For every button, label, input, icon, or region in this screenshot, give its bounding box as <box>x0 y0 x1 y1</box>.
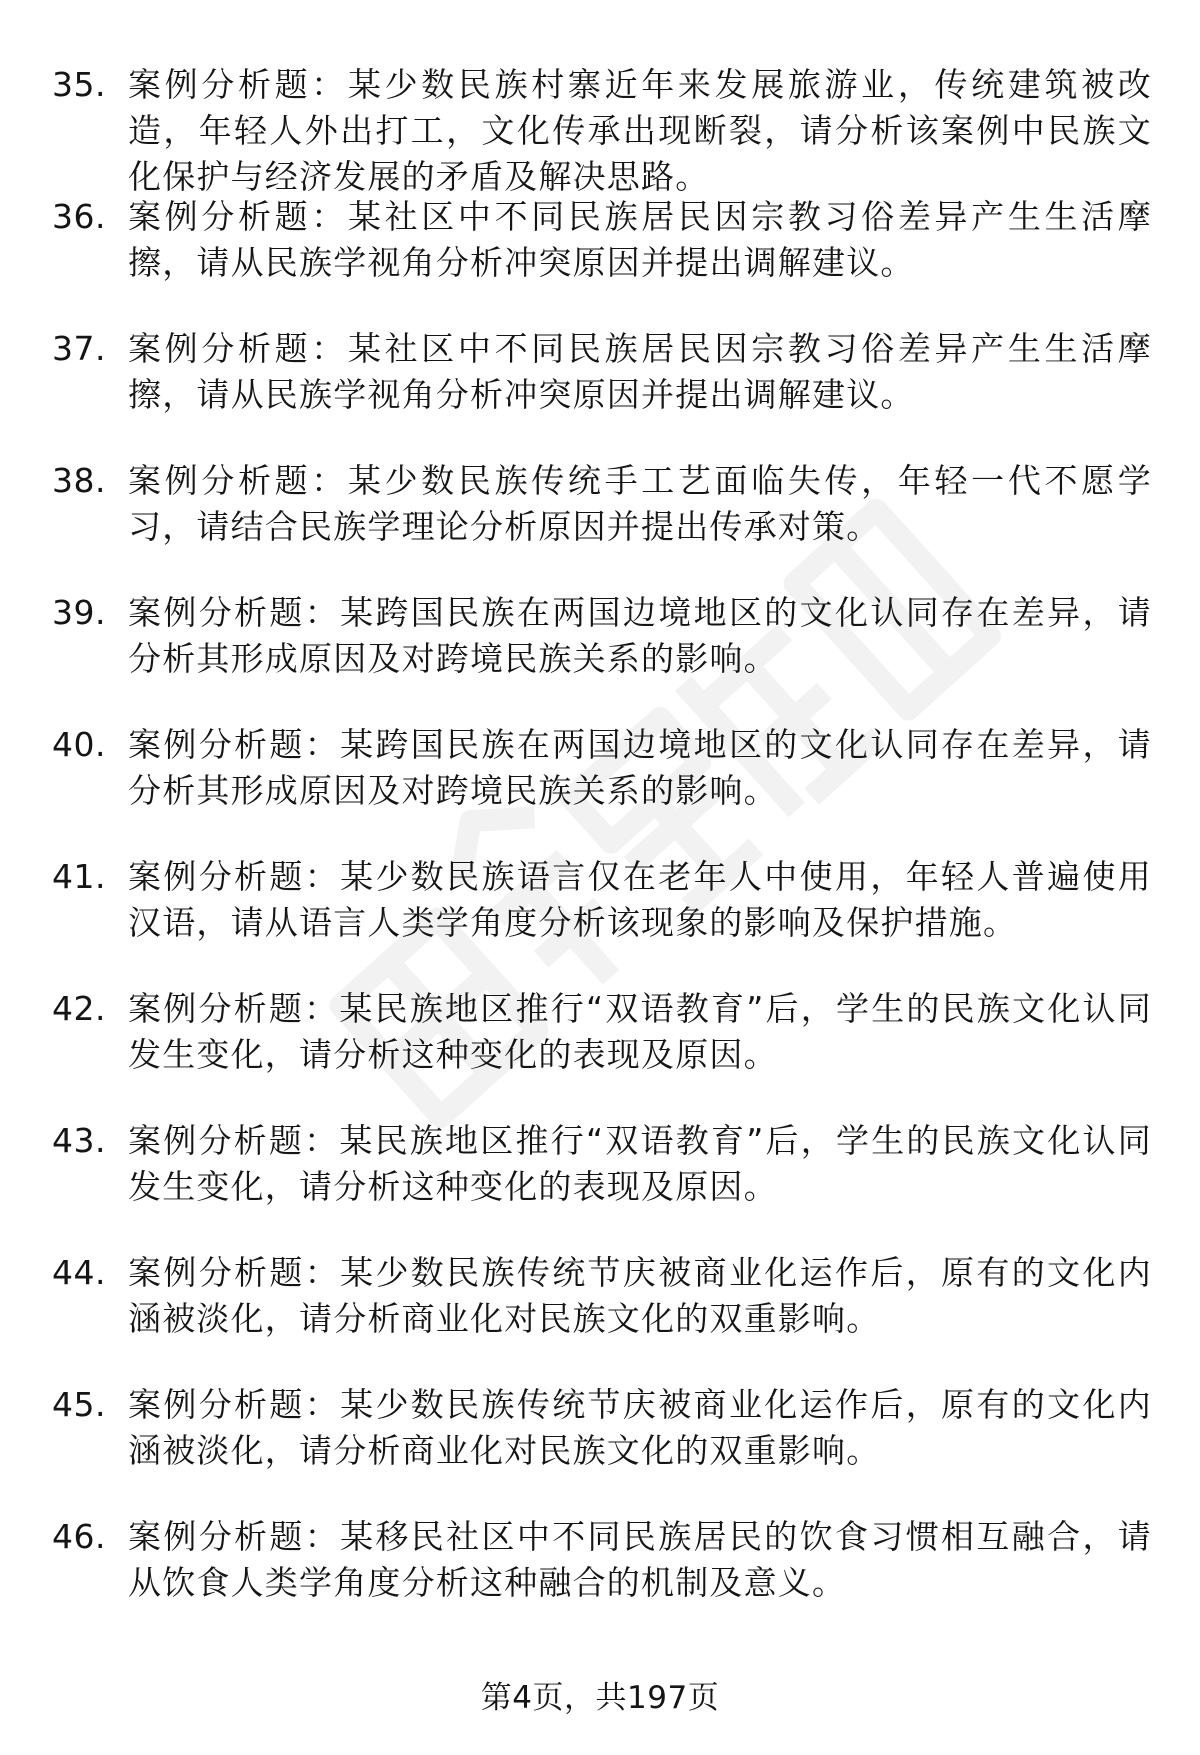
question-text: 案例分析题：某少数民族传统节庆被商业化运作后，原有的文化内涵被淡化，请分析商业化对民族文化的双重影响。 <box>128 1385 1152 1470</box>
question-number: 45. <box>52 1385 106 1424</box>
question-number: 43. <box>52 1121 106 1160</box>
question-number: 39. <box>52 593 106 632</box>
question-number: 37. <box>52 329 106 368</box>
question-item <box>52 1250 1152 1382</box>
question-number: 36. <box>52 197 106 236</box>
question-text: 案例分析题：某移民社区中不同民族居民的饮食习惯相互融合，请从饮食人类学角度分析这种融合的机制及意义。 <box>128 1517 1152 1602</box>
question-item <box>52 590 1152 722</box>
question-item <box>52 326 1152 458</box>
question-item <box>52 194 1152 326</box>
question-text: 案例分析题：某社区中不同民族居民因宗教习俗差异产生生活摩擦，请从民族学视角分析冲突原因并提出调解建议。 <box>128 197 1152 282</box>
question-item <box>52 458 1152 590</box>
question-number: 46. <box>52 1517 106 1556</box>
question-number: 40. <box>52 725 106 764</box>
question-number: 35. <box>52 65 106 104</box>
page-number: 第4页，共197页 <box>480 1680 720 1716</box>
question-number: 41. <box>52 857 106 896</box>
question-item <box>52 722 1152 854</box>
question-text: 案例分析题：某少数民族传统节庆被商业化运作后，原有的文化内涵被淡化，请分析商业化对民族文化的双重影响。 <box>128 1253 1152 1338</box>
question-list <box>52 62 1152 1646</box>
question-item <box>52 854 1152 986</box>
question-item <box>52 1382 1152 1514</box>
question-item <box>52 1514 1152 1646</box>
question-text: 案例分析题：某社区中不同民族居民因宗教习俗差异产生生活摩擦，请从民族学视角分析冲突原因并提出调解建议。 <box>128 329 1152 414</box>
question-text: 案例分析题：某少数民族语言仅在老年人中使用，年轻人普遍使用汉语，请从语言人类学角度分析该现象的影响及保护措施。 <box>128 857 1152 942</box>
question-text: 案例分析题：某跨国民族在两国边境地区的文化认同存在差异，请分析其形成原因及对跨境民族关系的影响。 <box>128 725 1152 810</box>
question-item <box>52 986 1152 1118</box>
question-text: 案例分析题：某跨国民族在两国边境地区的文化认同存在差异，请分析其形成原因及对跨境民族关系的影响。 <box>128 593 1152 678</box>
question-text: 案例分析题：某民族地区推行“双语教育”后，学生的民族文化认同发生变化，请分析这种变化的表现及原因。 <box>128 989 1152 1074</box>
question-number: 38. <box>52 461 106 500</box>
question-text: 案例分析题：某少数民族传统手工艺面临失传，年轻一代不愿学习，请结合民族学理论分析原因并提出传承对策。 <box>128 461 1152 546</box>
question-number: 44. <box>52 1253 106 1292</box>
question-item <box>52 62 1152 194</box>
question-text: 案例分析题：某少数民族村寨近年来发展旅游业，传统建筑被改造，年轻人外出打工，文化传承出现断裂，请分析该案例中民族文化保护与经济发展的矛盾及解决思路。 <box>128 65 1152 196</box>
question-number: 42. <box>52 989 106 1028</box>
question-item <box>52 1118 1152 1250</box>
question-text: 案例分析题：某民族地区推行“双语教育”后，学生的民族文化认同发生变化，请分析这种变化的表现及原因。 <box>128 1121 1152 1206</box>
